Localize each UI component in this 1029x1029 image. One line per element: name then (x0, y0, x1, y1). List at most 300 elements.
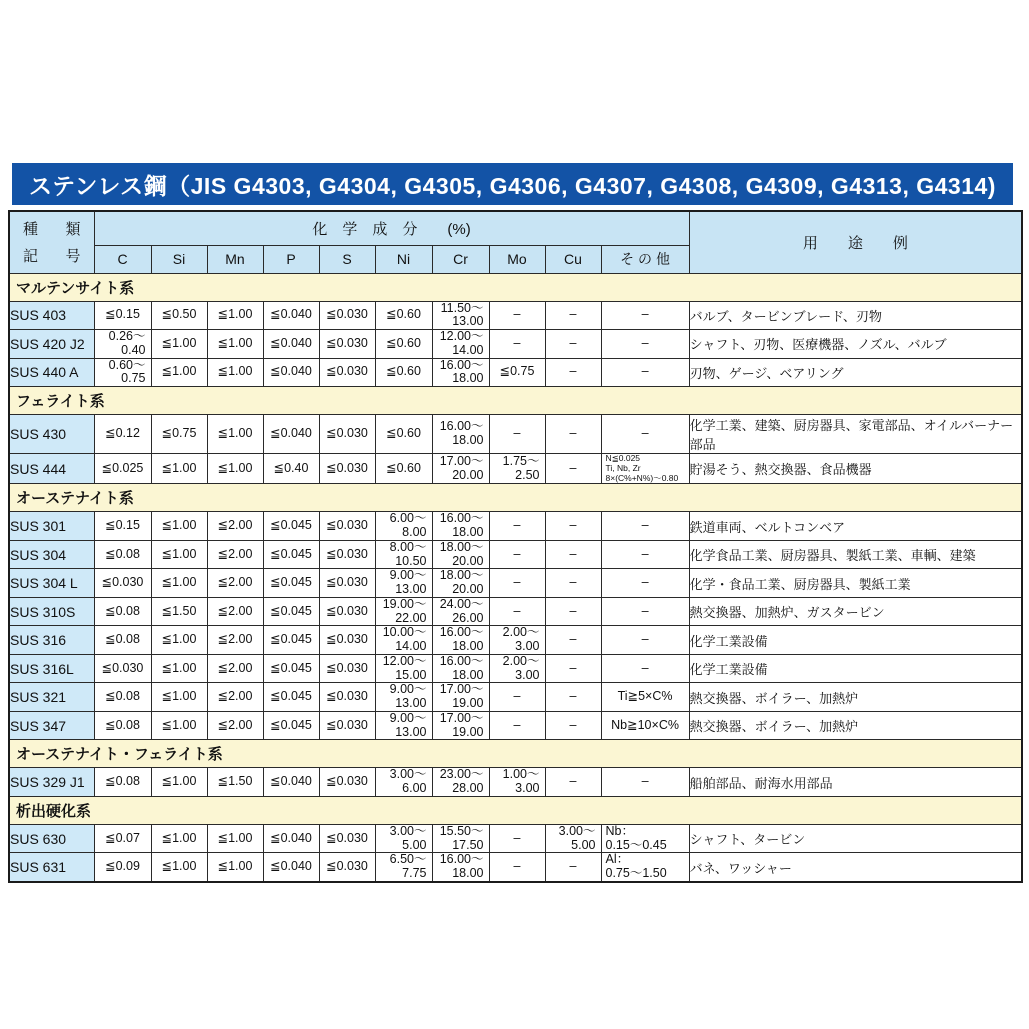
value-line: 18.00～ (439, 568, 484, 583)
value-cell (207, 330, 263, 359)
value-line: 22.00 (395, 610, 427, 625)
value-line: 7.75 (402, 866, 427, 881)
value-cell (207, 626, 263, 655)
chemical-composition-header: 化 学 成 分 (%) (94, 211, 689, 245)
value-cell (601, 711, 689, 740)
value-line: ≦0.030 (326, 689, 368, 704)
value-line: ≦2.00 (217, 689, 253, 704)
value-line: ≦2.00 (217, 575, 253, 590)
value-line: 0.75～1.50 (605, 866, 667, 881)
table-row (9, 330, 1022, 359)
value-cell (432, 597, 489, 626)
value-line: 0.40 (121, 342, 146, 357)
value-line: ≦0.75 (499, 364, 535, 379)
grade-cell: SUS 321 (9, 683, 94, 712)
table-row (9, 853, 1022, 882)
value-line: – (513, 717, 521, 732)
value-cell (432, 358, 489, 387)
table-row (9, 301, 1022, 330)
value-line: 3.00～ (389, 824, 427, 838)
value-line: 0.26～ (108, 329, 146, 343)
value-line: ≦1.00 (217, 307, 253, 322)
value-line: ≦0.025 (101, 460, 144, 475)
value-cell (545, 768, 601, 797)
usage-cell: 化学工業設備 (689, 654, 1022, 683)
value-cell (151, 683, 207, 712)
value-cell (263, 415, 319, 454)
value-line: ≦0.08 (105, 546, 140, 561)
value-cell (375, 654, 432, 683)
table-row (9, 569, 1022, 598)
value-cell (432, 626, 489, 655)
value-cell (489, 853, 545, 882)
value-cell (545, 654, 601, 683)
value-line: ≦1.00 (161, 859, 197, 874)
value-line: N≦0.025 (605, 453, 641, 463)
grade-header-line2: 記 号 (23, 248, 81, 266)
value-line: ≦0.60 (386, 335, 421, 350)
value-line: 0.75 (121, 371, 146, 386)
value-line: 16.00～ (439, 852, 484, 867)
value-line: ≦0.030 (101, 575, 144, 590)
value-line: ≦0.030 (326, 426, 368, 441)
value-cell (94, 569, 151, 598)
value-cell (545, 454, 601, 484)
value-line: ≦0.030 (326, 774, 368, 789)
value-cell (432, 768, 489, 797)
value-cell (545, 301, 601, 330)
value-cell (151, 654, 207, 683)
col-header-mn: Mn (207, 245, 263, 273)
value-cell (319, 654, 375, 683)
value-cell (432, 654, 489, 683)
value-line: 1.75～ (502, 453, 540, 468)
value-cell (207, 654, 263, 683)
section-title: 析出硬化系 (9, 796, 1022, 824)
value-cell (207, 569, 263, 598)
usage-cell: 船舶部品、耐海水用部品 (689, 768, 1022, 797)
col-header-p: P (263, 245, 319, 273)
value-line: ≦0.030 (326, 575, 368, 590)
value-line: – (641, 307, 649, 322)
value-line: – (641, 518, 649, 533)
value-line: – (513, 335, 521, 350)
value-cell (545, 512, 601, 541)
value-cell (489, 512, 545, 541)
value-cell (601, 512, 689, 541)
value-cell (432, 301, 489, 330)
value-cell (375, 512, 432, 541)
value-cell (489, 540, 545, 569)
usage-column-header: 用 途 例 (689, 211, 1022, 273)
value-line: ≦1.00 (217, 859, 253, 874)
value-cell (601, 358, 689, 387)
usage-cell: 貯湯そう、熱交換器、食品機器 (689, 454, 1022, 484)
value-cell (263, 853, 319, 882)
value-line: ≦0.08 (105, 774, 140, 789)
value-cell (432, 683, 489, 712)
value-cell (94, 597, 151, 626)
value-line: 13.00 (452, 314, 484, 329)
value-line: – (513, 859, 521, 874)
value-line: 0.15～0.45 (605, 837, 667, 852)
value-line: ≦0.07 (105, 830, 140, 845)
value-line: ≦1.50 (161, 603, 197, 618)
table-row (9, 768, 1022, 797)
value-line: – (513, 546, 521, 561)
value-line: 18.00 (452, 433, 484, 447)
value-line: ≦0.08 (105, 689, 140, 704)
value-line: 15.50～ (439, 824, 484, 838)
value-cell (375, 626, 432, 655)
value-cell (94, 415, 151, 454)
value-cell (207, 711, 263, 740)
value-cell (94, 454, 151, 484)
value-cell (94, 626, 151, 655)
value-line: ≦0.030 (326, 660, 368, 675)
value-cell (601, 330, 689, 359)
value-line: Ti, Nb, Zr (605, 462, 641, 473)
value-cell (319, 768, 375, 797)
value-cell (94, 301, 151, 330)
value-line: ≦1.00 (161, 717, 197, 732)
value-cell (545, 330, 601, 359)
value-line: ≦0.75 (161, 426, 197, 441)
value-line: – (641, 335, 649, 350)
section-header-row (9, 387, 1022, 415)
value-line: 24.00～ (439, 597, 484, 611)
value-line: 3.00～ (389, 767, 427, 782)
usage-cell: 熱交換器、ボイラー、加熱炉 (689, 683, 1022, 712)
value-cell (151, 711, 207, 740)
value-line: ≦1.00 (161, 689, 197, 704)
table-row (9, 358, 1022, 387)
value-line: ≦0.045 (270, 575, 312, 590)
value-line: ≦1.00 (161, 632, 197, 647)
value-line: ≦0.12 (105, 426, 140, 441)
value-line: ≦1.00 (161, 364, 197, 379)
value-cell (319, 626, 375, 655)
value-line: 23.00～ (439, 767, 484, 782)
value-line: ≦0.15 (105, 518, 140, 533)
value-line: – (569, 575, 577, 590)
value-line: ≦0.15 (105, 307, 140, 322)
value-line: 26.00 (452, 610, 484, 625)
value-cell (375, 454, 432, 484)
value-cell (207, 540, 263, 569)
value-line: 8×(C%+N%)～0.80 (605, 472, 679, 483)
value-cell (489, 569, 545, 598)
grade-cell: SUS 440 A (9, 358, 94, 387)
table-row (9, 626, 1022, 655)
value-cell (601, 768, 689, 797)
value-cell (319, 454, 375, 484)
value-cell (375, 415, 432, 454)
section-header-row (9, 484, 1022, 512)
grade-cell: SUS 301 (9, 512, 94, 541)
value-line: – (569, 717, 577, 732)
value-cell (601, 654, 689, 683)
value-line: ≦0.40 (273, 460, 309, 475)
value-line: 9.00～ (389, 682, 427, 697)
value-cell (375, 330, 432, 359)
table-row (9, 597, 1022, 626)
value-line: ≦0.045 (270, 518, 312, 533)
value-line: ≦0.040 (270, 774, 312, 789)
usage-cell: 鉄道車両、ベルトコンベア (689, 512, 1022, 541)
value-line: – (569, 774, 577, 789)
value-cell (319, 597, 375, 626)
value-line: ≦0.030 (326, 335, 368, 350)
value-cell (263, 330, 319, 359)
value-cell (263, 683, 319, 712)
table-row (9, 540, 1022, 569)
value-cell (151, 301, 207, 330)
table-row (9, 824, 1022, 853)
table-row (9, 415, 1022, 454)
value-cell (545, 626, 601, 655)
table-header (9, 211, 1022, 273)
value-cell (94, 853, 151, 882)
value-line: 13.00 (395, 724, 427, 739)
value-line: ≦1.00 (217, 460, 253, 475)
value-cell (151, 454, 207, 484)
value-cell (263, 597, 319, 626)
value-line: ≦0.08 (105, 603, 140, 618)
value-cell (319, 569, 375, 598)
catalog-sheet (8, 163, 1021, 883)
value-cell (263, 512, 319, 541)
value-cell (545, 415, 601, 454)
value-cell (375, 540, 432, 569)
value-line: 9.00～ (389, 711, 427, 725)
usage-cell: 熱交換器、ボイラー、加熱炉 (689, 711, 1022, 740)
usage-cell: シャフト、タービン (689, 824, 1022, 853)
value-cell (319, 824, 375, 853)
value-cell (601, 824, 689, 853)
value-line: ≦0.030 (101, 660, 144, 675)
usage-cell: バネ、ワッシャー (689, 853, 1022, 882)
grade-cell: SUS 631 (9, 853, 94, 882)
value-line: ≦0.60 (386, 307, 421, 322)
value-cell (207, 301, 263, 330)
value-line: 18.00 (452, 667, 484, 682)
value-line: 14.00 (395, 639, 427, 654)
usage-cell: バルブ、タービンブレード、刃物 (689, 301, 1022, 330)
value-cell (263, 454, 319, 484)
value-line: 3.00～ (558, 824, 596, 838)
value-line: ≦0.030 (326, 603, 368, 618)
table-row (9, 654, 1022, 683)
value-line: 20.00 (452, 582, 484, 597)
value-cell (375, 711, 432, 740)
value-line: 6.00～ (389, 511, 427, 526)
value-line: – (569, 859, 577, 874)
value-cell (545, 597, 601, 626)
value-cell (545, 540, 601, 569)
col-header-s: S (319, 245, 375, 273)
value-cell (263, 768, 319, 797)
value-cell (375, 824, 432, 853)
value-cell (601, 540, 689, 569)
value-cell (263, 540, 319, 569)
value-line: ≦0.040 (270, 307, 312, 322)
value-cell (207, 597, 263, 626)
value-line: Al： (605, 852, 630, 867)
value-line: 3.00 (515, 639, 540, 654)
value-cell (375, 301, 432, 330)
value-cell (94, 540, 151, 569)
value-cell (94, 768, 151, 797)
value-cell (151, 569, 207, 598)
value-line: 0.60～ (108, 358, 146, 372)
value-line: 6.50～ (389, 852, 427, 867)
value-cell (432, 824, 489, 853)
grade-cell: SUS 316L (9, 654, 94, 683)
value-cell (489, 358, 545, 387)
value-cell (432, 540, 489, 569)
usage-cell: 化学・食品工業、厨房器具、製紙工業 (689, 569, 1022, 598)
value-cell (319, 540, 375, 569)
value-line: ≦2.00 (217, 632, 253, 647)
value-cell (319, 358, 375, 387)
grade-cell: SUS 630 (9, 824, 94, 853)
table-row (9, 683, 1022, 712)
value-cell (94, 654, 151, 683)
value-line: – (513, 830, 521, 845)
value-line: – (569, 335, 577, 350)
value-line: – (641, 575, 649, 590)
value-line: ≦0.040 (270, 364, 312, 379)
value-cell (489, 711, 545, 740)
value-line: ≦0.60 (386, 364, 421, 379)
table-row (9, 711, 1022, 740)
value-line: ≦2.00 (217, 518, 253, 533)
value-line: 20.00 (452, 553, 484, 568)
value-cell (94, 711, 151, 740)
value-cell (545, 569, 601, 598)
col-header-cr: Cr (432, 245, 489, 273)
value-cell (489, 454, 545, 484)
value-line: 19.00 (452, 696, 484, 711)
value-line: ≦0.50 (161, 307, 197, 322)
value-line: ≦0.030 (326, 632, 368, 647)
value-line: 13.00 (395, 696, 427, 711)
value-cell (601, 454, 689, 484)
value-cell (432, 330, 489, 359)
value-line: – (641, 546, 649, 561)
value-line: ≦1.00 (161, 575, 197, 590)
value-line: – (641, 603, 649, 618)
value-cell (207, 512, 263, 541)
value-line: ≦1.00 (161, 546, 197, 561)
grade-cell: SUS 316 (9, 626, 94, 655)
value-line: ≦0.030 (326, 717, 368, 732)
value-line: – (513, 603, 521, 618)
value-line: 17.50 (452, 837, 484, 852)
value-line: – (513, 518, 521, 533)
value-line: 10.00～ (382, 625, 427, 640)
value-line: – (569, 546, 577, 561)
value-line: 15.00 (395, 667, 427, 682)
value-line: ≦0.030 (326, 859, 368, 874)
value-line: – (569, 307, 577, 322)
value-line: ≦0.08 (105, 632, 140, 647)
value-line: 18.00 (452, 639, 484, 654)
value-line: ≦0.030 (326, 307, 368, 322)
value-cell (151, 626, 207, 655)
value-cell (432, 569, 489, 598)
value-line: ≦0.030 (326, 830, 368, 845)
value-line: 18.00 (452, 371, 484, 386)
value-cell (151, 358, 207, 387)
value-line: ≦0.60 (386, 426, 421, 441)
value-cell (319, 853, 375, 882)
value-cell (489, 415, 545, 454)
value-line: 17.00～ (439, 682, 484, 697)
value-line: 16.00～ (439, 654, 484, 668)
stainless-steel-table (8, 210, 1023, 883)
usage-cell: シャフト、刃物、医療機器、ノズル、バルブ (689, 330, 1022, 359)
value-line: – (641, 632, 649, 647)
table-body (9, 273, 1022, 882)
value-cell (94, 824, 151, 853)
value-line: ≦0.045 (270, 546, 312, 561)
value-cell (94, 330, 151, 359)
value-line: – (569, 632, 577, 647)
value-line: ≦0.09 (105, 859, 140, 874)
value-line: ≦0.040 (270, 830, 312, 845)
value-line: 14.00 (452, 342, 484, 357)
value-line: 20.00 (452, 467, 484, 482)
value-cell (545, 683, 601, 712)
value-line: ≦2.00 (217, 603, 253, 618)
value-cell (207, 824, 263, 853)
value-line: 16.00～ (439, 625, 484, 640)
usage-cell: 熱交換器、加熱炉、ガスタービン (689, 597, 1022, 626)
value-line: Ti≧5×C% (617, 689, 673, 704)
page-title (12, 163, 1013, 205)
value-cell (601, 301, 689, 330)
page-title-text: ステンレス鋼（JIS G4303, G4304, G4305, G4306, G4307, G4308, G4309, G4313, G4314) (29, 172, 996, 199)
value-line: 18.00～ (439, 540, 484, 554)
value-cell (319, 683, 375, 712)
value-line: 12.00～ (439, 329, 484, 343)
value-line: ≦1.00 (217, 830, 253, 845)
value-line: 2.00～ (502, 625, 540, 640)
value-line: ≦0.045 (270, 632, 312, 647)
value-line: ≦1.00 (161, 774, 197, 789)
value-line: ≦0.045 (270, 689, 312, 704)
value-cell (151, 540, 207, 569)
value-cell (601, 415, 689, 454)
value-cell (319, 330, 375, 359)
value-cell (207, 768, 263, 797)
value-cell (207, 853, 263, 882)
value-cell (489, 768, 545, 797)
value-line: 9.00～ (389, 568, 427, 583)
header-row-1 (9, 211, 1022, 245)
value-line: 5.00 (571, 837, 596, 852)
value-cell (601, 683, 689, 712)
value-line: ≦0.040 (270, 426, 312, 441)
value-cell (319, 711, 375, 740)
value-cell (151, 512, 207, 541)
value-line: ≦2.00 (217, 660, 253, 675)
value-cell (94, 512, 151, 541)
value-cell (545, 824, 601, 853)
value-line: 5.00 (402, 837, 427, 852)
